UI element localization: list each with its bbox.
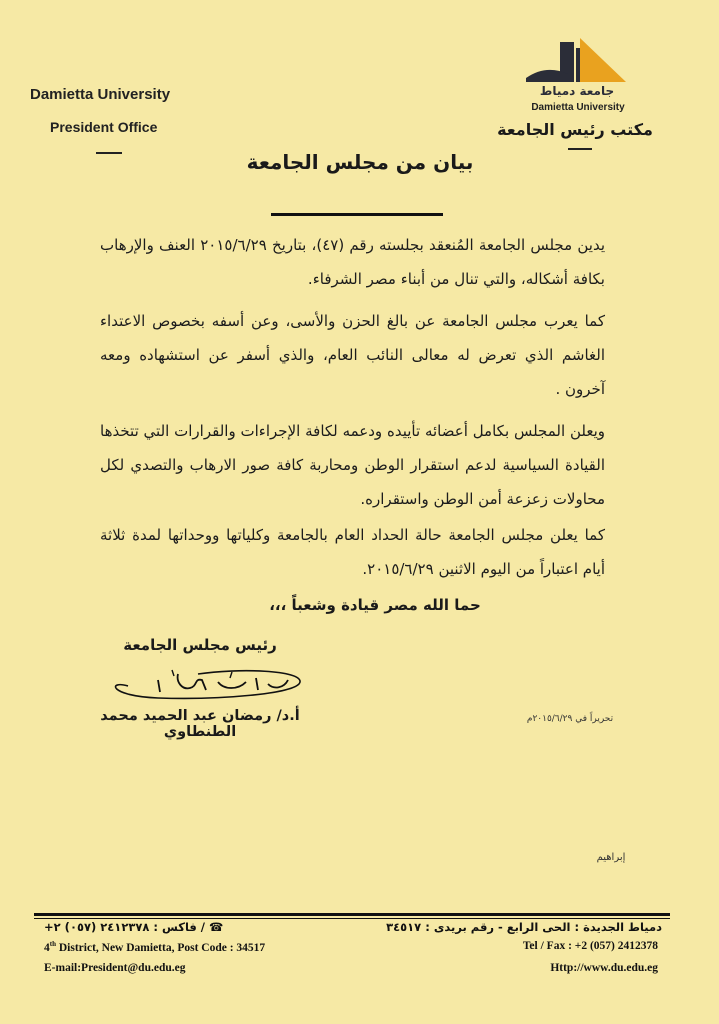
statement-title: بيان من مجلس الجامعة [246, 150, 474, 174]
paragraph-support: ويعلن المجلس بكامل أعضائه تأييده ودعمه لكافة الإجراءات والقرارات التي تتخذها القيادة السياسية لدعم استقرار الوطن ومحاربة كافة صور الارهاب والتصدي لكل محاولات زعزعة أمن الوطن واستقراره. [100, 422, 605, 508]
title-underline [271, 213, 443, 216]
footer-address-en-num: 4 [44, 941, 50, 954]
footer-tel-en: Tel / Fax : +2 (057) 2412378 [522, 940, 658, 952]
signature-icon [98, 660, 308, 704]
office-name-ar: مكتب رئيس الجامعة [497, 120, 653, 139]
university-logo-icon [522, 34, 630, 86]
footer-rule-thick [34, 913, 670, 916]
footer-email[interactable]: E-mail:President@du.edu.eg [44, 962, 186, 974]
paragraph-condemnation: يدين مجلس الجامعة المُنعقد بجلسته رقم (٤٧)، بتاريخ ٢٠١٥/٦/٢٩ العنف والإرهاب بكافة أشكاله، والتي تنال من أبناء مصر الشرفاء. [100, 236, 605, 288]
footer-address-ar: دمياط الجديدة : الحى الرابع - رقم بريدى : ٣٤٥١٧ [386, 920, 662, 934]
signatory-name: أ.د/ رمضان عبد الحميد محمد الطنطاوي [100, 708, 300, 740]
university-name-en: Damietta University [30, 86, 171, 103]
header-dash-left [96, 152, 122, 154]
logo-text-ar: جامعة دمياط [539, 84, 615, 98]
footer-rule-thin [34, 918, 670, 919]
closing-line: حما الله مصر قيادة وشعباً ،،، [269, 596, 481, 614]
footer-address-en-sup: th [49, 940, 56, 948]
logo-text-en: Damietta University [531, 102, 625, 113]
footer-tel-ar: ☎ / فاكس : ٢٤١٢٣٧٨ (٠٥٧) ٢+ [44, 920, 224, 934]
footer-website[interactable]: Http://www.du.edu.eg [550, 962, 658, 974]
paragraph-condolence: كما يعرب مجلس الجامعة عن بالغ الحزن والأسى، وعن أسفه بخصوص الاعتداء الغاشم الذي تعرض له معالى النائب العام، والذي أسفر عن استشهاده ومعه آخرون . [100, 312, 605, 398]
handwritten-signature [98, 660, 308, 704]
date-note: تحريراً في ٢٠١٥/٦/٢٩م [526, 714, 614, 724]
office-name-en: President Office [50, 119, 158, 135]
footer-address-en [44, 940, 265, 954]
footer-address-en-text: District, New Damietta, Post Code : 34517 [55, 941, 266, 954]
header-dash-right [568, 148, 592, 150]
paragraph-mourning: كما يعلن مجلس الجامعة حالة الحداد العام بالجامعة وكلياتها ووحداتها لمدة ثلاثة أيام اعتباراً من اليوم الاثنين ٢٠١٥/٦/٢٩. [100, 526, 605, 578]
typist-initials: إبراهيم [596, 852, 626, 863]
university-logo [522, 34, 630, 86]
signature-role: رئيس مجلس الجامعة [123, 636, 277, 654]
